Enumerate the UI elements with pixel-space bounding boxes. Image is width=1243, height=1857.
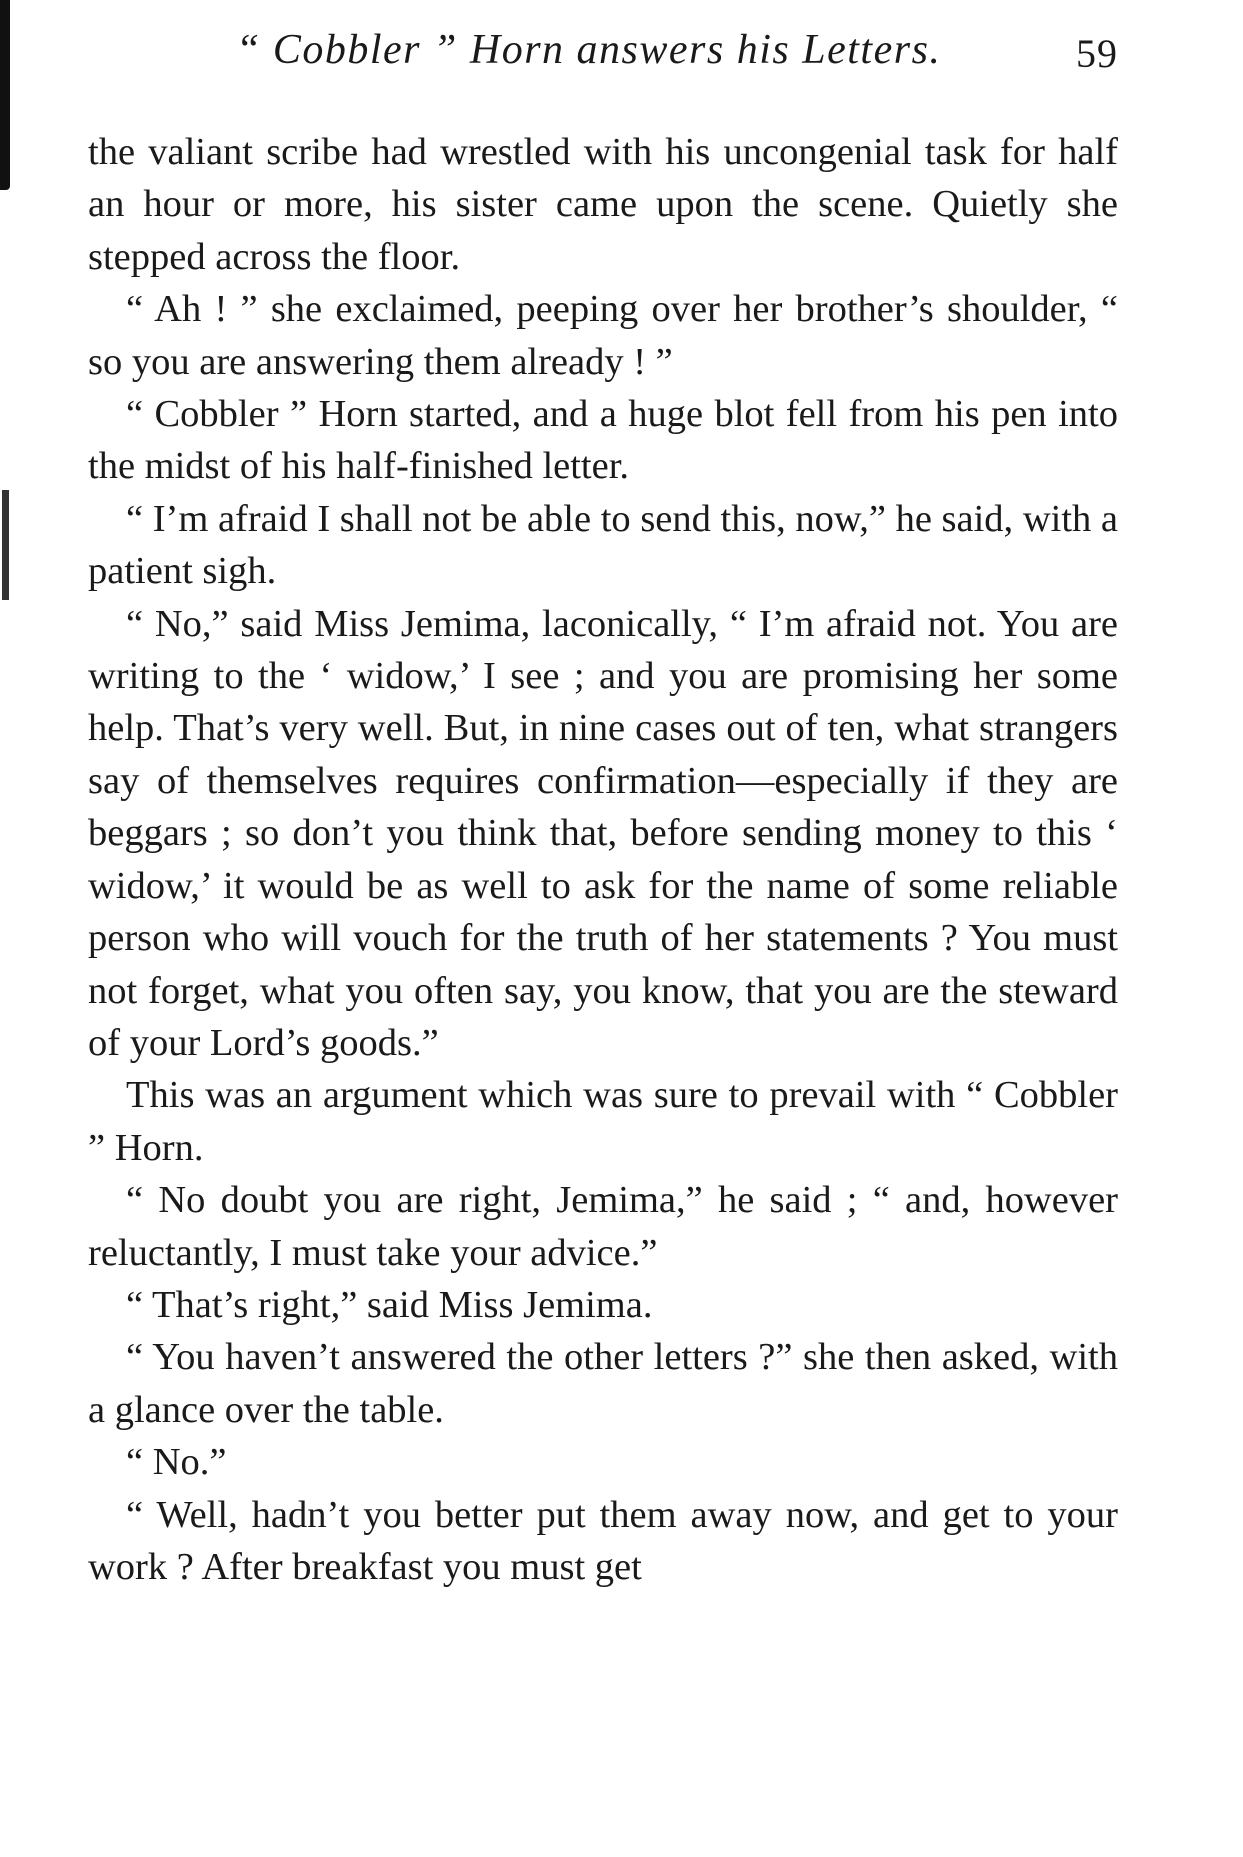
binding-shadow-middle [2, 490, 9, 600]
body-text [88, 126, 1118, 1593]
paragraph: This was an argument which was sure to prevail with “ Cobbler ” Horn. [88, 1074, 1118, 1169]
paragraph-continuation: the valiant scribe had wrestled with his uncongenial task for half an hour or more, his sister came upon the scene. Quietly she stepped across the floor. [88, 131, 1118, 278]
running-title: “ Cobbler ” Horn answers his Letters. [236, 27, 942, 73]
paragraph: “ No doubt you are right, Jemima,” he said ; “ and, however reluctantly, I must take your advice.” [88, 1179, 1118, 1274]
paragraph-final: “ Well, hadn’t you better put them away now, and get to your work ? After breakfast you must get [88, 1493, 1118, 1588]
paragraph: “ You haven’t answered the other letters ?” she then asked, with a glance over the table. [88, 1336, 1118, 1431]
paragraph: “ Ah ! ” she exclaimed, peeping over her brother’s shoulder, “ so you are answering them already ! ” [88, 288, 1118, 383]
paragraph: “ Cobbler ” Horn started, and a huge blot fell from his pen into the midst of his half-finished letter. [88, 393, 1118, 488]
binding-shadow-top [0, 0, 10, 190]
paragraph: “ No,” said Miss Jemima, laconically, “ I’m afraid not. You are writing to the ‘ widow,’ I see ; and you are promising her some help. That’s very well. But, in nine cases out of ten, what strangers say of themselves requires confirmation—especially if they are beggars ; so don’t you think that, before sending money to this ‘ widow,’ it would be as well to ask for the name of some reliable person who will vouch for the truth of her statements ? You must not forget, what you often say, you know, that you are the steward of your Lord’s goods.” [88, 602, 1118, 1064]
running-head [88, 26, 1118, 86]
page-number: 59 [1076, 31, 1118, 76]
paragraph: “ That’s right,” said Miss Jemima. [126, 1283, 653, 1326]
paragraph: “ No.” [126, 1441, 227, 1484]
paragraph: “ I’m afraid I shall not be able to send this, now,” he said, with a patient sigh. [88, 497, 1118, 593]
